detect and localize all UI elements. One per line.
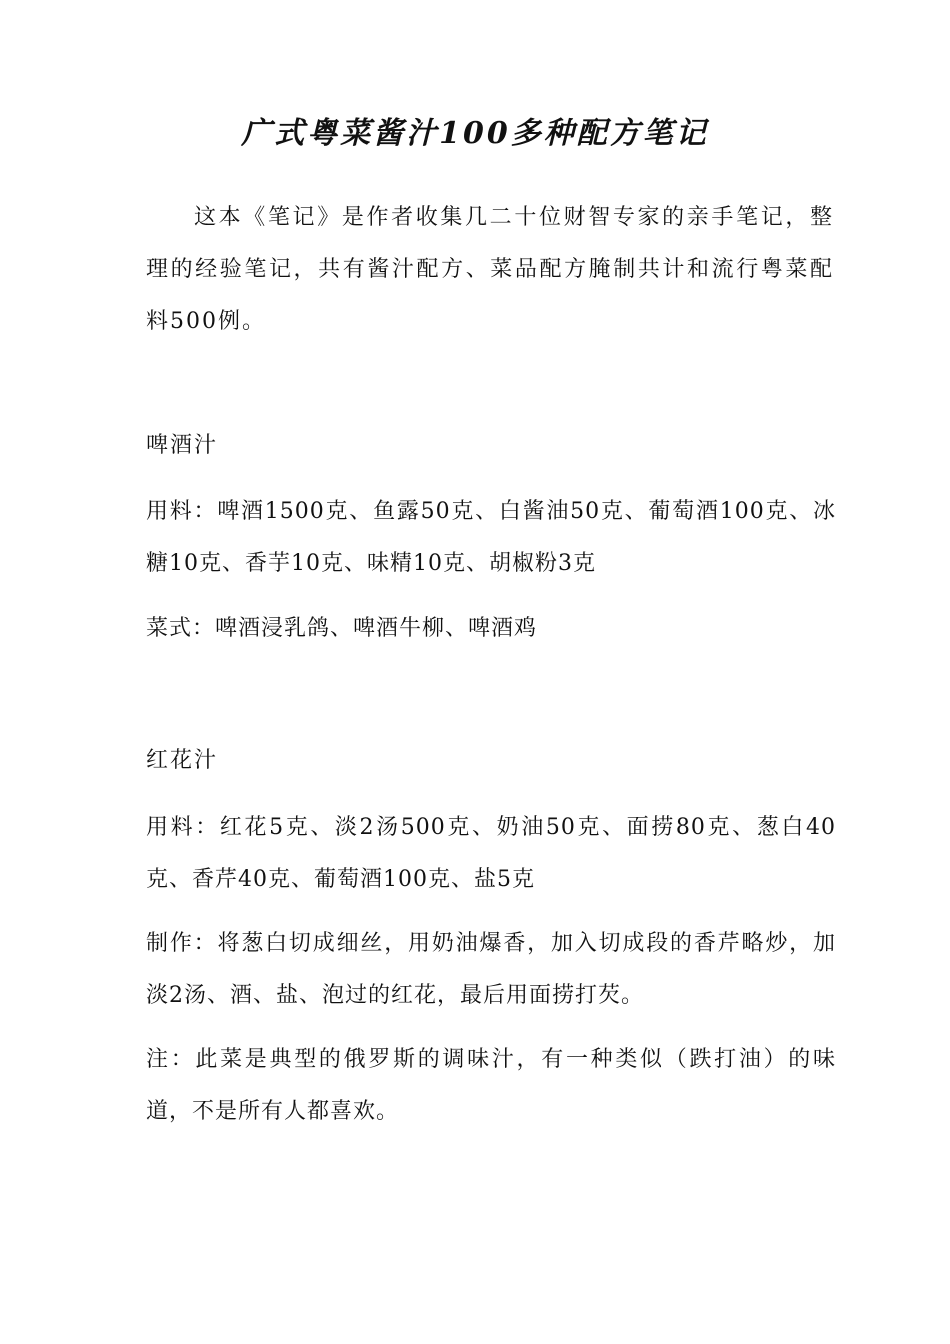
section-heading-safflower-sauce: 红花汁 (146, 748, 219, 773)
ingredients-paragraph (146, 802, 836, 906)
method-paragraph (146, 918, 836, 1022)
note-paragraph (146, 1034, 836, 1138)
intro-paragraph: 这本《笔记》是作者收集几二十位财智专家的亲手笔记，整理的经验笔记，共有酱汁配方、菜品配方腌制共计和流行粤菜配料500例。 (146, 205, 834, 334)
note-label: 注： (146, 1047, 196, 1072)
method-text: 将葱白切成细丝，用奶油爆香，加入切成段的香芹略炒，加淡2汤、酒、盐、泡过的红花，最后用面捞打芡。 (146, 931, 836, 1008)
ingredients-text: 啤酒1500克、鱼露50克、白酱油50克、葡萄酒100克、冰糖10克、香芋10克、味精10克、胡椒粉3克 (146, 499, 836, 576)
section-heading-beer-sauce: 啤酒汁 (146, 433, 219, 458)
method-label: 制作： (146, 931, 218, 956)
ingredients-text: 红花5克、淡2汤500克、奶油50克、面捞80克、葱白40克、香芹40克、葡萄酒100克、盐5克 (146, 815, 836, 892)
dishes-text: 啤酒浸乳鸽、啤酒牛柳、啤酒鸡 (215, 616, 538, 641)
dishes-paragraph (146, 603, 836, 655)
ingredients-label: 用料： (146, 499, 218, 524)
note-text: 此菜是典型的俄罗斯的调味汁，有一种类似（跌打油）的味道，不是所有人都喜欢。 (146, 1047, 836, 1124)
ingredients-paragraph (146, 486, 836, 590)
document-title: 广式粤菜酱汁100多种配方笔记 (241, 116, 709, 151)
ingredients-label: 用料： (146, 815, 220, 840)
dishes-label: 菜式： (146, 616, 216, 641)
